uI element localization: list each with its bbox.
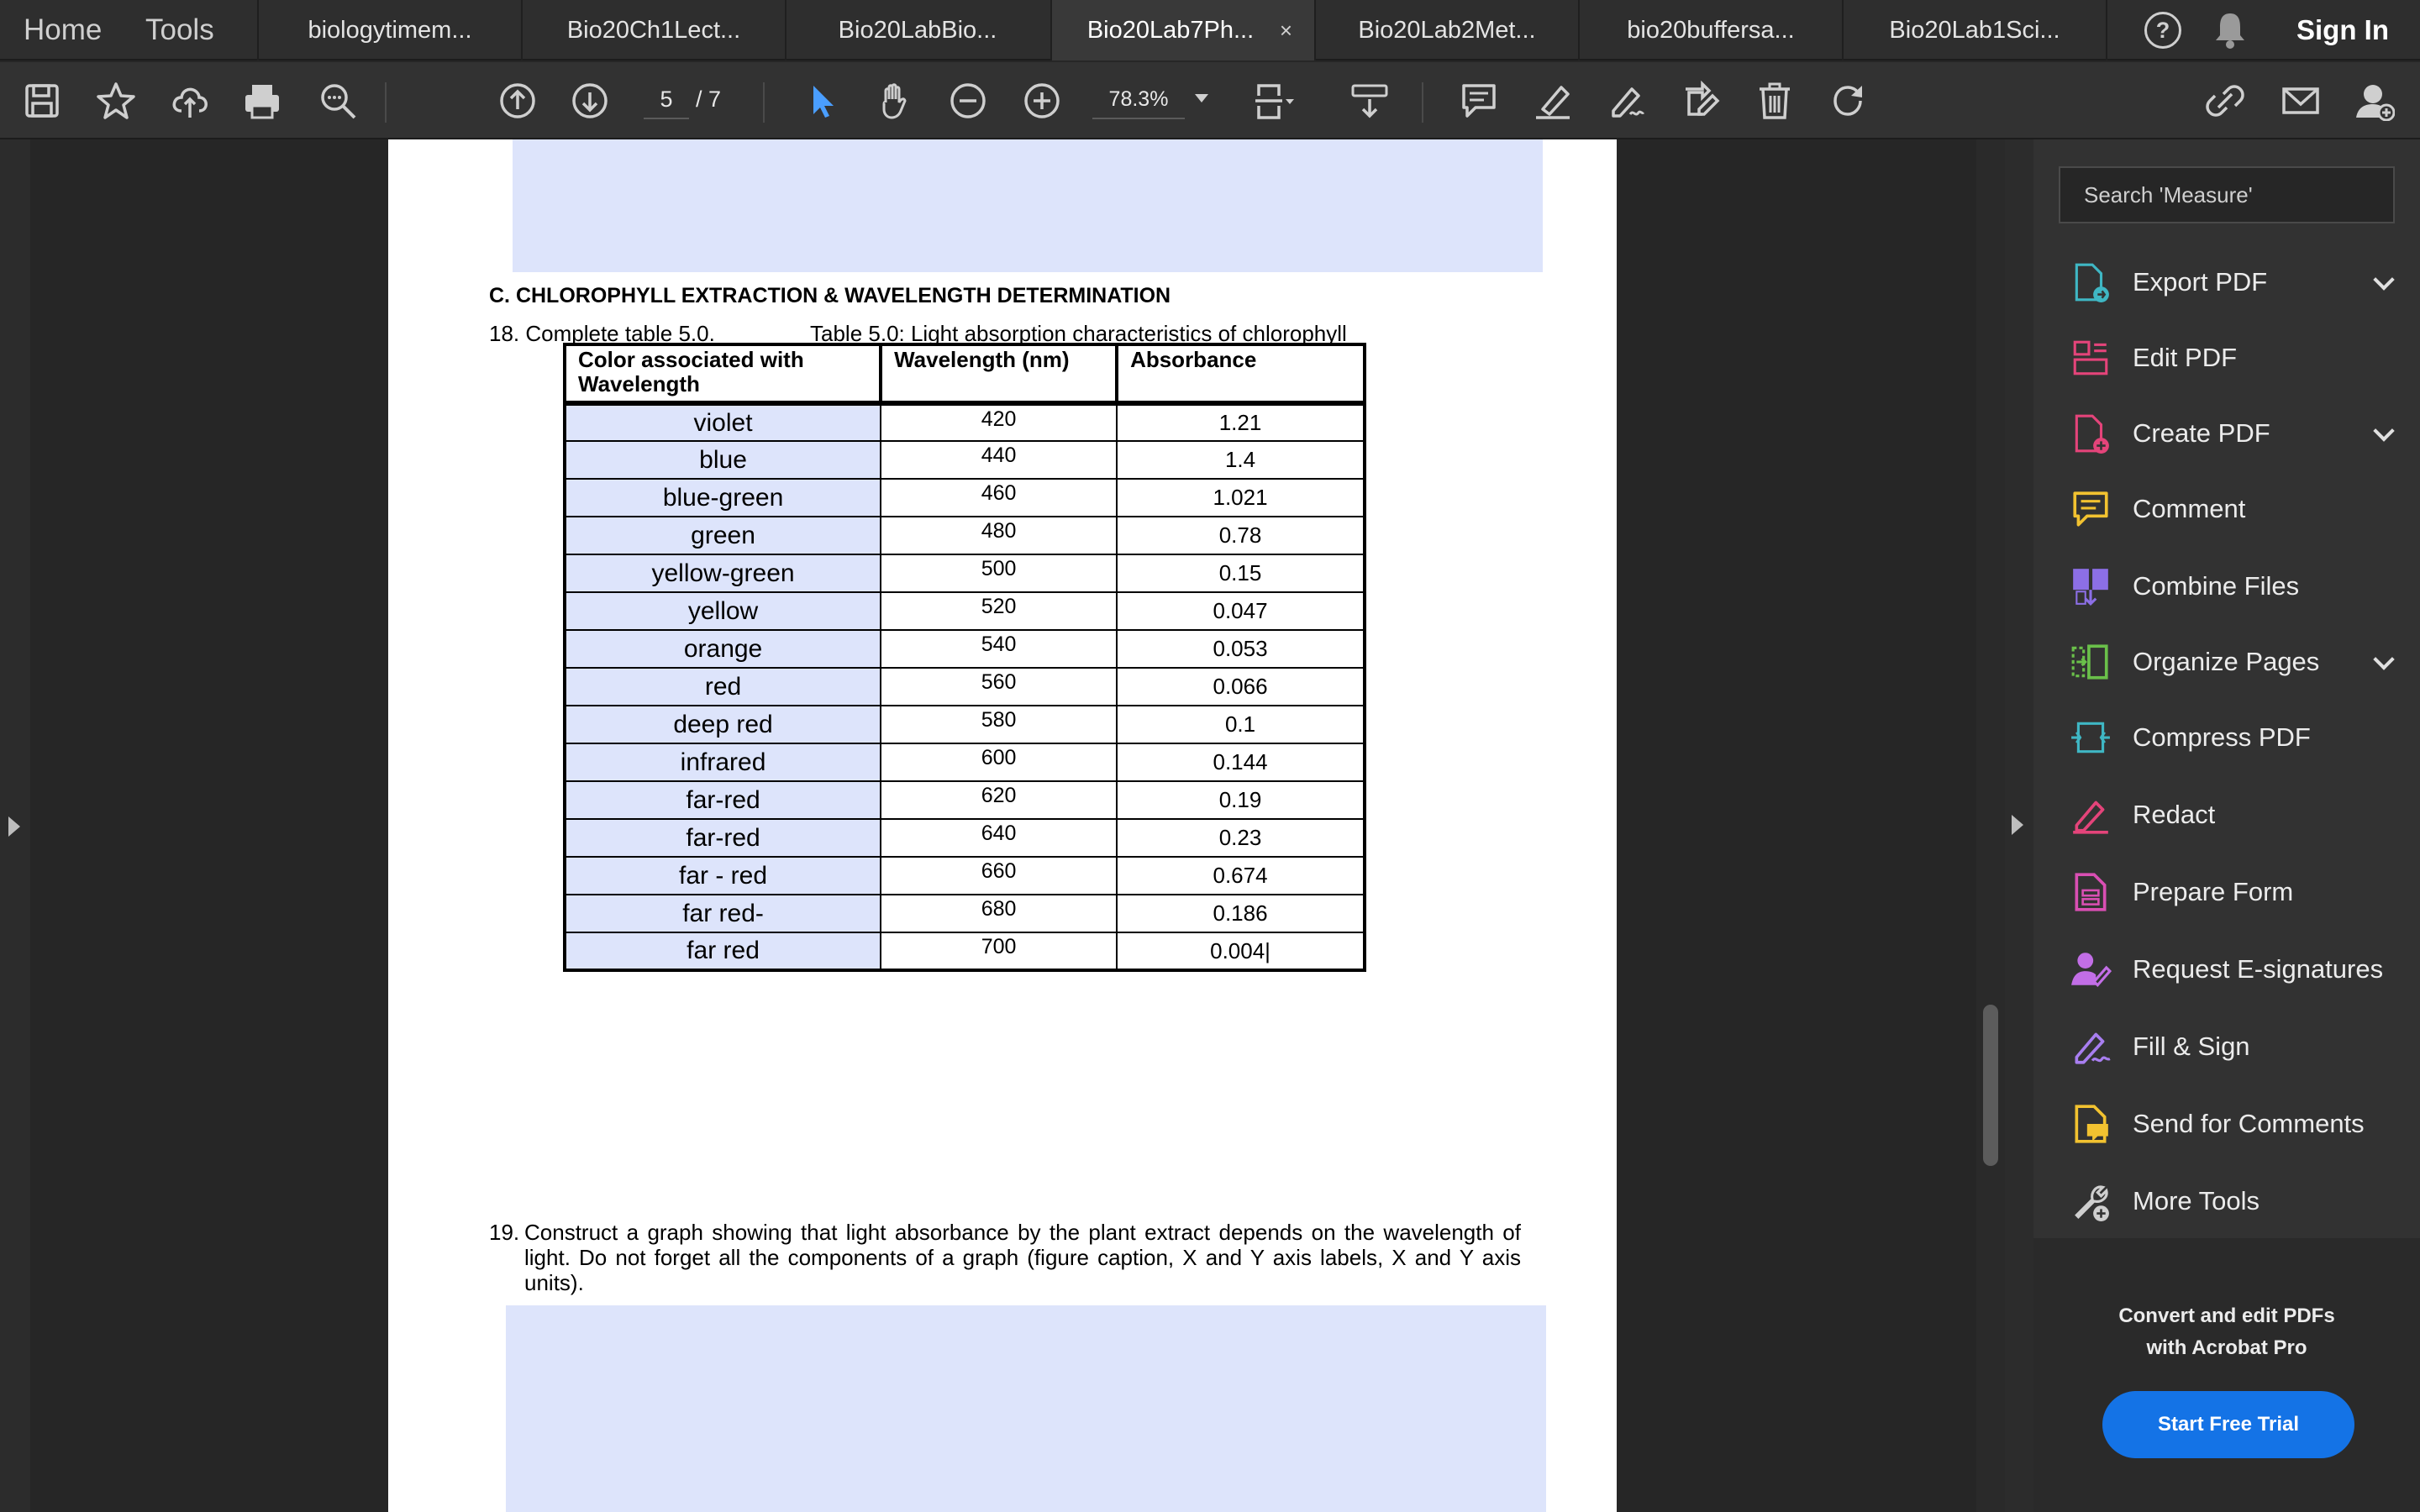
sign-in-button[interactable]: Sign In	[2296, 14, 2389, 45]
cell-color[interactable]: yellow-green	[565, 554, 881, 592]
cell-wavelength: 500	[881, 554, 1117, 592]
cell-absorbance[interactable]: 0.144	[1117, 743, 1365, 781]
pdf-page-5	[388, 139, 1617, 1242]
table-row	[565, 668, 1365, 706]
cell-absorbance[interactable]: 0.78	[1117, 517, 1365, 554]
nav-tools[interactable]: Tools	[145, 13, 214, 46]
cell-color[interactable]: green	[565, 517, 881, 554]
table-row	[565, 895, 1365, 932]
cell-absorbance[interactable]: 0.066	[1117, 668, 1365, 706]
tab-bio20lab7ph-active[interactable]	[1050, 0, 1314, 60]
export-pdf-icon	[2069, 260, 2112, 304]
promo-line-2: with Acrobat Pro	[2146, 1336, 2307, 1359]
tab-bio20lab2met[interactable]	[1314, 0, 1578, 60]
table-row	[565, 706, 1365, 743]
organize-pages-icon	[2069, 640, 2112, 684]
highlight-pen-icon[interactable]	[1531, 79, 1575, 123]
table-row	[565, 743, 1365, 781]
tool-label: Compress PDF	[2133, 722, 2311, 752]
tool-organize-pages[interactable]	[2069, 637, 2405, 687]
expand-left-panel-icon[interactable]	[8, 816, 20, 837]
tab-biologytimem[interactable]	[257, 0, 521, 60]
table-row	[565, 857, 1365, 895]
delete-trash-icon[interactable]	[1753, 79, 1797, 123]
table-header-color: Color associated with Wavelength	[565, 344, 881, 403]
cell-wavelength: 420	[881, 403, 1117, 441]
table-row	[565, 592, 1365, 630]
start-free-trial-button[interactable]: Start Free Trial	[2102, 1391, 2354, 1458]
tool-fill-sign[interactable]	[2069, 1021, 2405, 1072]
question-19-text: Construct a graph showing that light absorbance by the plant extract depends on the wavelength of light. Do not forget all the components of a graph (figure caption, X and Y axis labels, X and Y axis units).	[524, 1220, 1521, 1295]
zoom-dropdown-caret-icon[interactable]	[1195, 94, 1208, 102]
table-caption: Table 5.0: Light absorption characteristics of chlorophyll	[810, 321, 1347, 346]
table-row	[565, 441, 1365, 479]
scroll-mode-icon[interactable]	[1348, 79, 1392, 123]
tool-compress-pdf[interactable]	[2069, 712, 2405, 763]
tool-export-pdf[interactable]	[2069, 257, 2405, 307]
cell-wavelength: 460	[881, 479, 1117, 517]
combine-files-icon	[2069, 564, 2112, 608]
tool-label: Request E-signatures	[2133, 954, 2384, 984]
vertical-scrollbar[interactable]	[1976, 139, 2005, 1512]
save-icon[interactable]	[20, 79, 64, 123]
cell-wavelength: 580	[881, 706, 1117, 743]
cell-color[interactable]: blue-green	[565, 479, 881, 517]
table-row	[565, 517, 1365, 554]
cell-wavelength: 660	[881, 857, 1117, 895]
cell-color[interactable]: infrared	[565, 743, 881, 781]
collapse-tools-pane-icon[interactable]	[2012, 815, 2023, 835]
cell-absorbance[interactable]: 0.004|	[1117, 932, 1365, 970]
nav-home[interactable]: Home	[24, 13, 103, 46]
edit-text-icon[interactable]	[1679, 79, 1723, 123]
chevron-down-icon[interactable]	[2373, 420, 2394, 441]
cell-wavelength: 680	[881, 895, 1117, 932]
tools-pane	[2033, 139, 2420, 1512]
table-header-absorbance: Absorbance	[1117, 344, 1365, 403]
prepare-form-icon	[2069, 870, 2112, 914]
request-esignatures-icon	[2069, 948, 2112, 991]
hand-tool-icon[interactable]	[872, 79, 916, 123]
table-row	[565, 630, 1365, 668]
tool-create-pdf[interactable]	[2069, 408, 2405, 459]
cell-color[interactable]: far-red	[565, 781, 881, 819]
tab-bio20buffersa[interactable]	[1578, 0, 1842, 60]
cell-wavelength: 560	[881, 668, 1117, 706]
cell-wavelength: 520	[881, 592, 1117, 630]
star-icon[interactable]	[94, 79, 138, 123]
zoom-search-icon[interactable]	[316, 79, 360, 123]
tools-search-input[interactable]: Search 'Measure'	[2059, 166, 2395, 223]
tool-prepare-form[interactable]	[2069, 867, 2405, 917]
cell-absorbance[interactable]: 0.053	[1117, 630, 1365, 668]
zoom-out-icon[interactable]	[946, 79, 990, 123]
answer-field-top[interactable]	[513, 139, 1543, 272]
cell-wavelength: 700	[881, 932, 1117, 970]
section-title: C. CHLOROPHYLL EXTRACTION & WAVELENGTH DETERMINATION	[489, 284, 1171, 307]
cell-absorbance[interactable]: 1.21	[1117, 403, 1365, 441]
main-toolbar	[0, 62, 2420, 139]
cell-wavelength: 600	[881, 743, 1117, 781]
graph-answer-field[interactable]	[506, 1305, 1546, 1512]
tool-more-tools[interactable]	[2069, 1176, 2405, 1226]
tool-combine-files[interactable]	[2069, 561, 2405, 612]
tab-bio20lab1sci[interactable]	[1842, 0, 2107, 60]
cell-absorbance[interactable]: 0.047	[1117, 592, 1365, 630]
cell-wavelength: 540	[881, 630, 1117, 668]
cell-color[interactable]: far red-	[565, 895, 881, 932]
tool-request-e-signatures[interactable]	[2069, 944, 2405, 995]
edit-pdf-icon	[2069, 336, 2112, 380]
promo-box	[2033, 1238, 2420, 1512]
tab-label: Bio20Lab2Met...	[1358, 16, 1536, 44]
cell-absorbance[interactable]: 0.186	[1117, 895, 1365, 932]
tab-bio20ch1lect[interactable]	[521, 0, 785, 60]
tool-label: Redact	[2133, 800, 2216, 829]
comment-icon	[2069, 487, 2112, 531]
next-page-icon[interactable]	[568, 79, 612, 123]
compress-pdf-icon	[2069, 716, 2112, 759]
fill-sign-icon	[2069, 1025, 2112, 1068]
rotate-icon[interactable]	[1827, 79, 1870, 123]
table-row	[565, 554, 1365, 592]
fit-page-icon[interactable]	[1252, 79, 1296, 123]
question-18: 18. Complete table 5.0.	[489, 321, 715, 346]
cell-absorbance[interactable]: 0.23	[1117, 819, 1365, 857]
page-number-input[interactable]: 5	[644, 79, 689, 119]
redact-icon	[2069, 793, 2112, 837]
cell-color[interactable]: deep red	[565, 706, 881, 743]
cell-color[interactable]: blue	[565, 441, 881, 479]
tab-label: bio20buffersa...	[1627, 16, 1795, 44]
tab-label: Bio20Lab7Ph...	[1086, 16, 1255, 44]
cell-absorbance[interactable]: 0.15	[1117, 554, 1365, 592]
tool-label: Edit PDF	[2133, 343, 2238, 372]
tab-label: Bio20Lab1Sci...	[1889, 16, 2060, 44]
cell-wavelength: 480	[881, 517, 1117, 554]
tab-label: biologytimem...	[308, 16, 472, 44]
cell-absorbance[interactable]: 1.4	[1117, 441, 1365, 479]
chlorophyll-table	[563, 343, 1366, 972]
email-icon[interactable]	[2279, 79, 2323, 123]
draw-signature-icon[interactable]	[1605, 79, 1649, 123]
previous-page-icon[interactable]	[496, 79, 539, 123]
tab-label: Bio20Ch1Lect...	[566, 16, 741, 44]
table-row	[565, 819, 1365, 857]
cell-color[interactable]: far-red	[565, 819, 881, 857]
close-tab-icon[interactable]: ×	[1279, 17, 1292, 43]
cell-color[interactable]: red	[565, 668, 881, 706]
add-user-icon[interactable]	[2353, 79, 2396, 123]
tool-comment[interactable]	[2069, 484, 2405, 534]
table-row	[565, 479, 1365, 517]
tool-label: Comment	[2133, 494, 2246, 523]
chevron-down-icon[interactable]	[2373, 648, 2394, 669]
zoom-in-icon[interactable]	[1020, 79, 1064, 123]
cell-color[interactable]: violet	[565, 403, 881, 441]
tool-label: Fill & Sign	[2133, 1032, 2250, 1061]
cell-wavelength: 620	[881, 781, 1117, 819]
share-link-icon[interactable]	[2203, 79, 2247, 123]
tab-label: Bio20LabBio...	[838, 16, 997, 44]
comment-tool-icon[interactable]	[1457, 79, 1501, 123]
cell-wavelength: 640	[881, 819, 1117, 857]
tool-label: Send for Comments	[2133, 1109, 2365, 1138]
send-for-comments-icon	[2069, 1102, 2112, 1146]
select-pointer-icon[interactable]	[800, 79, 844, 123]
tool-edit-pdf[interactable]	[2069, 333, 2405, 383]
more-tools-icon	[2069, 1179, 2112, 1223]
tool-label: Prepare Form	[2133, 877, 2294, 906]
chevron-down-icon[interactable]	[2373, 269, 2394, 290]
scrollbar-thumb[interactable]	[1983, 1005, 1998, 1166]
table-row	[565, 403, 1365, 441]
cell-absorbance[interactable]: 0.1	[1117, 706, 1365, 743]
print-icon[interactable]	[240, 79, 284, 123]
help-icon[interactable]: ?	[2144, 12, 2181, 49]
tool-label: Create PDF	[2133, 418, 2270, 448]
table-row	[565, 932, 1365, 970]
cell-color[interactable]: orange	[565, 630, 881, 668]
cell-color[interactable]: far - red	[565, 857, 881, 895]
cell-wavelength: 440	[881, 441, 1117, 479]
table-header-wavelength: Wavelength (nm)	[881, 344, 1117, 403]
upload-cloud-icon[interactable]	[168, 79, 212, 123]
tool-send-for-comments[interactable]	[2069, 1099, 2405, 1149]
bell-icon[interactable]	[2212, 10, 2249, 50]
cell-color[interactable]: far red	[565, 932, 881, 970]
promo-line-1: Convert and edit PDFs	[2118, 1305, 2335, 1327]
promo-text	[2033, 1300, 2420, 1364]
pdf-page-6	[388, 1116, 1617, 1512]
cell-color[interactable]: yellow	[565, 592, 881, 630]
cell-absorbance[interactable]: 1.021	[1117, 479, 1365, 517]
page-total: / 7	[696, 87, 722, 112]
tab-bio20labbio[interactable]	[785, 0, 1049, 60]
cell-absorbance[interactable]: 0.674	[1117, 857, 1365, 895]
question-19-number: 19.	[489, 1220, 520, 1245]
table-row	[565, 781, 1365, 819]
tool-label: Combine Files	[2133, 571, 2300, 601]
tool-label: Export PDF	[2133, 267, 2268, 297]
tool-label: Organize Pages	[2133, 647, 2320, 676]
document-viewport[interactable]	[30, 139, 1980, 1512]
create-pdf-icon	[2069, 412, 2112, 455]
tab-bar	[0, 0, 2420, 60]
tool-label: More Tools	[2133, 1186, 2260, 1215]
zoom-level-input[interactable]: 78.3%	[1092, 79, 1185, 119]
tool-redact[interactable]	[2069, 790, 2405, 840]
cell-absorbance[interactable]: 0.19	[1117, 781, 1365, 819]
